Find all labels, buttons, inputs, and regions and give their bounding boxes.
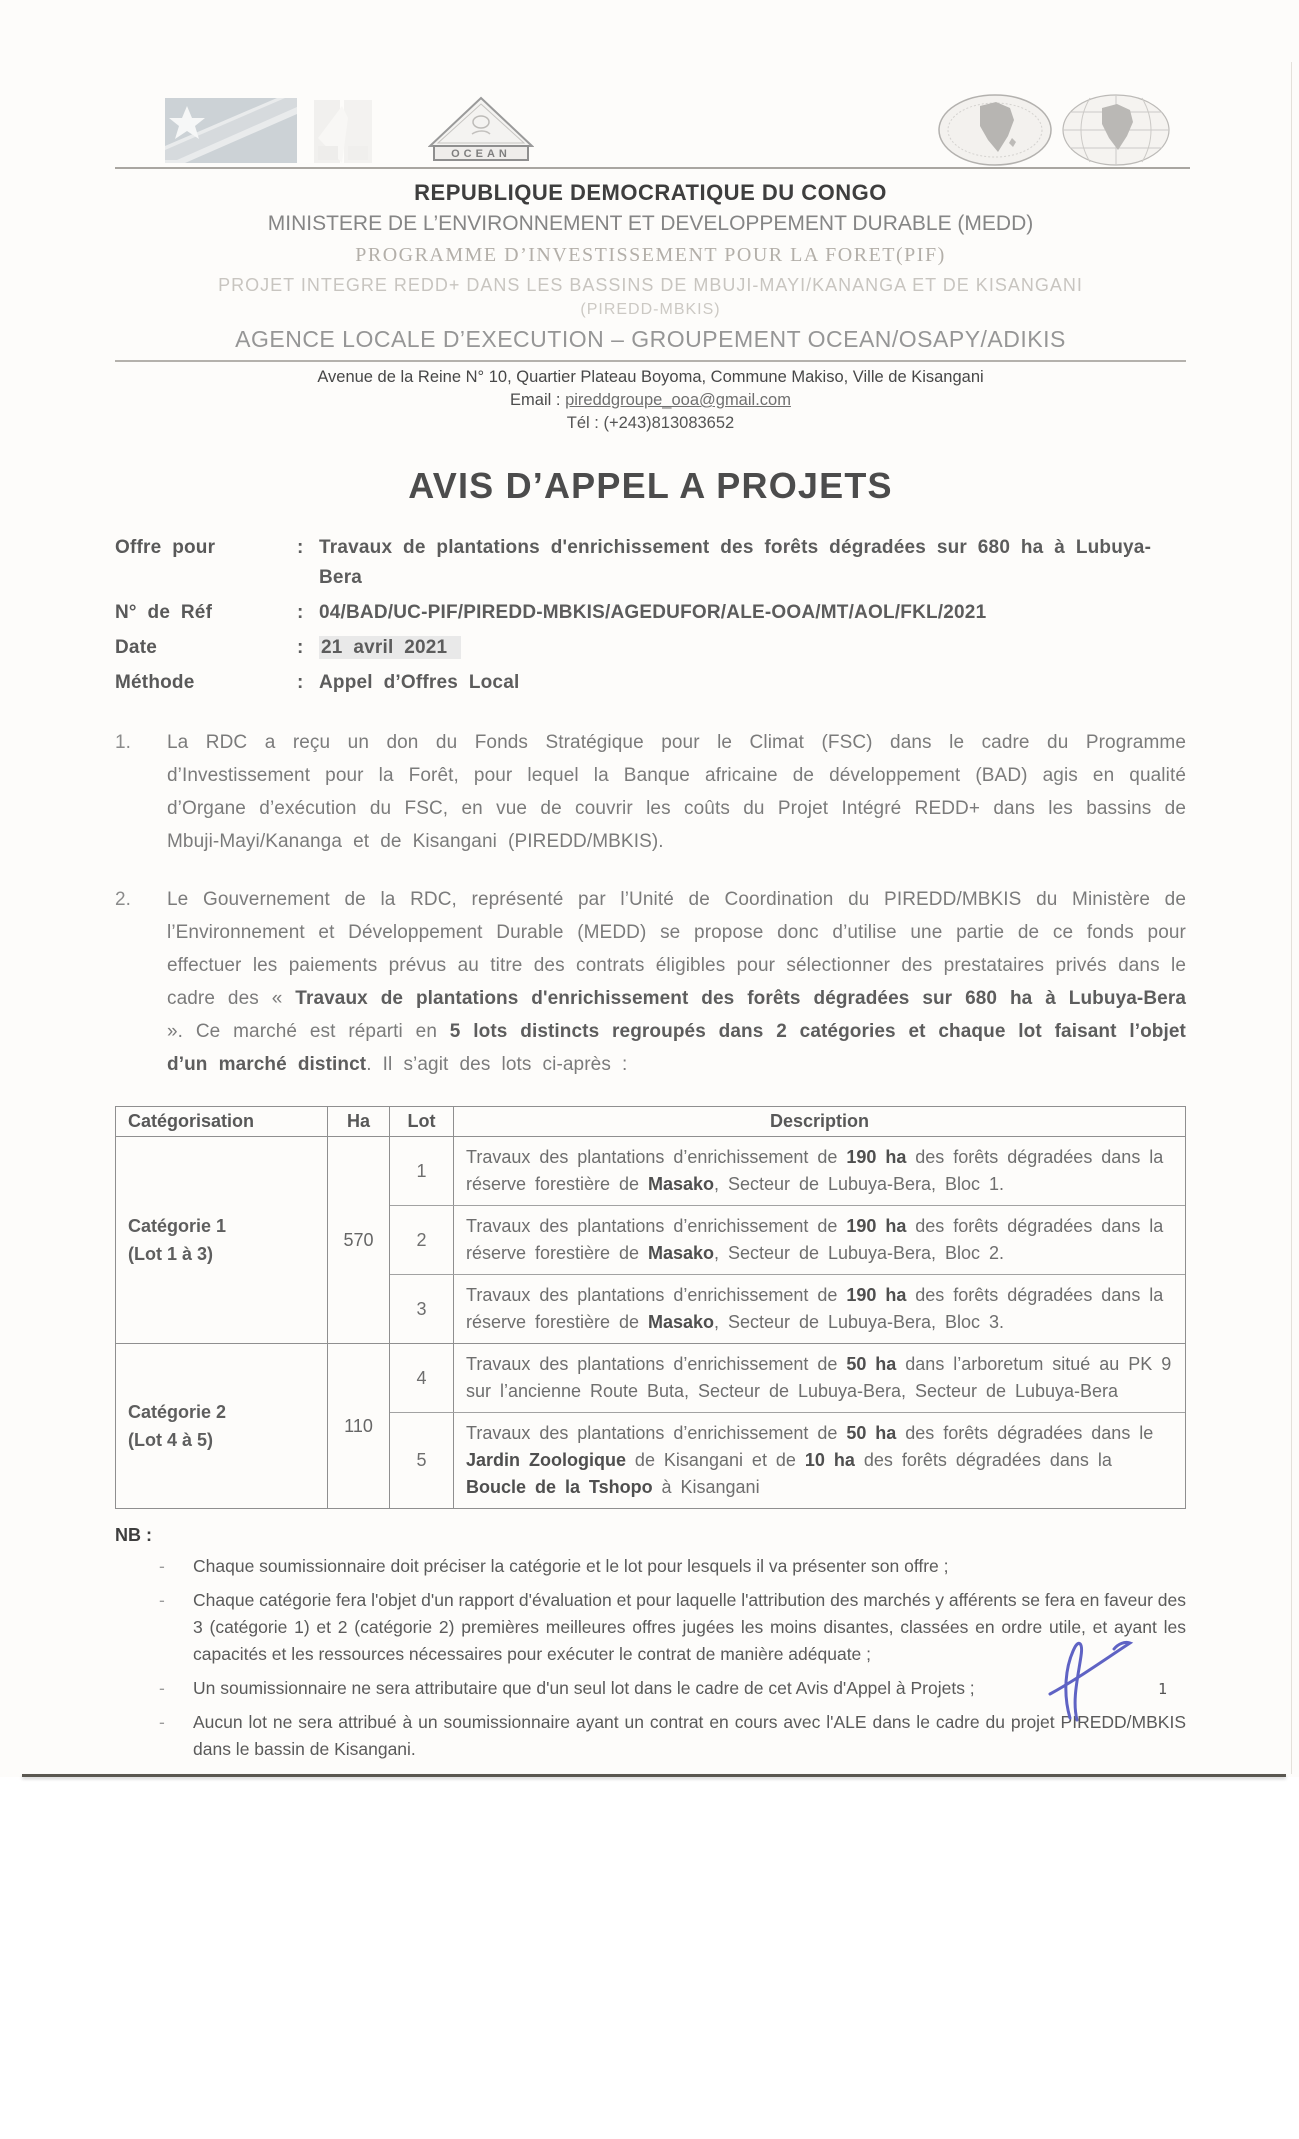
page-number: 1 (1158, 1680, 1168, 1698)
detail-row (115, 533, 1186, 593)
nb-item-text: Aucun lot ne sera attribué à un soumissionnaire ayant un contrat en cours avec l'ALE dans le cadre du projet PIREDD/MBKIS dans le bassin de Kisangani. (193, 1712, 1186, 1759)
detail-colon: : (297, 602, 304, 623)
nb-item (115, 1587, 1186, 1668)
agency-email-line (115, 391, 1186, 410)
email-label: Email : (510, 391, 561, 409)
dash-bullet: - (159, 1556, 165, 1576)
project-line: PROJET INTEGRE REDD+ DANS LES BASSINS DE MBUJI-MAYI/KANANGA ET DE KISANGANI (218, 275, 1083, 295)
african-development-fund-logo (1060, 92, 1172, 168)
table-category-group (116, 1344, 1185, 1508)
lot-description-cell: Travaux des plantations d’enrichissement de 190 ha des forêts dégradées dans la réserve forestière de Masako, Secteur de Lubuya-Bera, Bloc 3. (466, 1285, 1164, 1332)
nb-item-text: Chaque soumissionnaire doit préciser la catégorie et le lot pour lesquels il va présenter son offre ; (193, 1556, 949, 1576)
page-title: AVIS D’APPEL A PROJETS (408, 465, 893, 506)
table-header-row (116, 1107, 1185, 1137)
lot-description-cell: Travaux des plantations d’enrichissement de 190 ha des forêts dégradées dans la réserve forestière de Masako, Secteur de Lubuya-Bera, Bloc 1. (466, 1147, 1164, 1194)
detail-label: Méthode (115, 672, 195, 693)
col-header-description: Description (769, 1111, 870, 1131)
country-title: REPUBLIQUE DEMOCRATIQUE DU CONGO (414, 180, 887, 205)
dash-bullet: - (159, 1712, 165, 1732)
agency-address: Avenue de la Reine N° 10, Quartier Plateau Boyoma, Commune Makiso, Ville de Kisangani (317, 368, 984, 386)
category-name: Catégorie 2 (128, 1402, 227, 1422)
lot-description-cell: Travaux des plantations d’enrichissement de 50 ha dans l’arboretum situé au PK 9 sur l’ancienne Route Buta, Secteur de Lubuya-Bera, Secteur de Lubuya-Bera (466, 1354, 1172, 1401)
category-cell (116, 1137, 328, 1343)
header-divider-line (115, 167, 1190, 169)
offer-details (115, 533, 1186, 698)
email-address: pireddgroupe_ooa@gmail.com (565, 391, 791, 409)
table-row (390, 1137, 1185, 1206)
project-acronym-line: (PIREDD-MBKIS) (580, 301, 721, 318)
nb-item (115, 1553, 1186, 1580)
col-header-ha: Ha (328, 1107, 390, 1136)
hectares-cell: 570 (328, 1137, 390, 1343)
numbered-paragraphs (115, 726, 1186, 1081)
detail-colon: : (297, 637, 304, 658)
detail-row (115, 633, 1186, 663)
category-cell (116, 1344, 328, 1508)
paragraph-text: Le Gouvernement de la RDC, représenté par l’Unité de Coordination du PIREDD/MBKIS du Ministère de l’Environnement et Développement Durable (MEDD) se propose donc d’utilise une partie de ce fonds pour effectuer les paiements prévus au titre des contrats éligibles pour sélectionner des prestataires privés dans le cadre des « Travaux de plantations d'enrichissement des forêts dégradées sur 680 ha à Lubuya-Bera ». Ce marché est réparti en 5 lots distincts regroupés dans 2 catégories et chaque lot faisant l’objet d’un marché distinct. Il s’agit des lots ci-après : (167, 889, 1186, 1075)
col-header-categorisation: Catégorisation (116, 1107, 328, 1136)
detail-label: N° de Réf (115, 602, 213, 623)
paragraph-number: 2. (115, 889, 131, 910)
signature-ink (1038, 1632, 1142, 1728)
table-category-group (116, 1137, 1185, 1344)
table-row (390, 1344, 1185, 1413)
program-line: PROGRAMME D’INVESTISSEMENT POUR LA FORET(PIF) (355, 244, 946, 266)
nb-list (115, 1553, 1186, 1763)
agency-phone: Tél : (+243)813083652 (566, 414, 735, 432)
ministry-line: MINISTERE DE L’ENVIRONNEMENT ET DEVELOPPEMENT DURABLE (MEDD) (267, 212, 1034, 235)
detail-colon: : (297, 672, 304, 693)
paragraph-number: 1. (115, 732, 131, 753)
page-bottom-edge (22, 1774, 1286, 1777)
ocean-logo-text: OCEAN (451, 148, 511, 160)
faded-partner-logo (312, 98, 374, 165)
african-development-bank-logo (936, 92, 1054, 168)
drc-flag-logo (165, 98, 297, 163)
lot-number-cell: 2 (390, 1206, 454, 1274)
lot-number-cell: 5 (390, 1413, 454, 1508)
detail-value: Appel d’Offres Local (319, 672, 520, 693)
lot-description-cell: Travaux des plantations d’enrichissement de 50 ha des forêts dégradées dans le Jardin Zoologique de Kisangani et de 10 ha des forêts dégradées dans la Boucle de la Tshopo à Kisangani (466, 1423, 1154, 1497)
page-right-edge (1291, 62, 1292, 1774)
nb-heading: NB : (115, 1525, 152, 1545)
detail-row (115, 598, 1186, 628)
agency-line: AGENCE LOCALE D’EXECUTION – GROUPEMENT OCEAN/OSAPY/ADIKIS (235, 326, 1066, 352)
table-row (390, 1275, 1185, 1343)
category-lot-range: (Lot 4 à 5) (128, 1430, 214, 1450)
paragraph (115, 726, 1186, 858)
detail-value: 21 avril 2021 (319, 636, 461, 659)
lot-number-cell: 4 (390, 1344, 454, 1412)
dash-bullet: - (159, 1678, 165, 1698)
lot-description-cell: Travaux des plantations d’enrichissement de 190 ha des forêts dégradées dans la réserve forestière de Masako, Secteur de Lubuya-Bera, Bloc 2. (466, 1216, 1164, 1263)
category-lot-range: (Lot 1 à 3) (128, 1244, 214, 1264)
detail-label: Offre pour (115, 537, 216, 558)
nb-item-text: Un soumissionnaire ne sera attributaire que d'un seul lot dans le cadre de cet Avis d'Appel à Projets ; (193, 1678, 975, 1698)
detail-row (115, 668, 1186, 698)
category-name: Catégorie 1 (128, 1216, 227, 1236)
detail-label: Date (115, 637, 157, 658)
table-row (390, 1413, 1185, 1508)
paragraph-text: La RDC a reçu un don du Fonds Stratégique pour le Climat (FSC) dans le cadre du Programme d’Investissement pour la Forêt, pour lequel la Banque africaine de développement (BAD) agis en qualité d’Organe d’exécution du FSC, en vue de couvrir les coûts du Projet Intégré REDD+ dans les bassins de Mbuji-Mayi/Kananga et de Kisangani (PIREDD/MBKIS). (167, 732, 1186, 852)
lot-number-cell: 3 (390, 1275, 454, 1343)
detail-value: 04/BAD/UC-PIF/PIREDD-MBKIS/AGEDUFOR/ALE-OOA/MT/AOL/FKL/2021 (319, 602, 987, 623)
document-body (115, 180, 1186, 1763)
hectares-cell: 110 (328, 1344, 390, 1508)
paragraph (115, 883, 1186, 1081)
nb-item (115, 1675, 1186, 1702)
nb-item (115, 1709, 1186, 1763)
lots-table (115, 1106, 1186, 1509)
nb-item-text: Chaque catégorie fera l'objet d'un rapport d'évaluation et pour laquelle l'attribution des marchés y afférents se fera en faveur des 3 (catégorie 1) et 2 (catégorie 2) premières meilleures offres jugées les moins disantes, classées en ordre utile, et ayant les capacités et les ressources nécessaires pour exécuter le contrat de manière adéquate ; (193, 1590, 1186, 1664)
ocean-triangle-logo (428, 96, 534, 162)
table-row (390, 1206, 1185, 1275)
detail-colon: : (297, 537, 304, 558)
dash-bullet: - (159, 1590, 165, 1610)
lot-number-cell: 1 (390, 1137, 454, 1205)
agency-divider-line (115, 360, 1186, 362)
detail-value: Travaux de plantations d'enrichissement des forêts dégradées sur 680 ha à Lubuya-Bera (319, 537, 1152, 588)
col-header-lot: Lot (390, 1107, 454, 1136)
